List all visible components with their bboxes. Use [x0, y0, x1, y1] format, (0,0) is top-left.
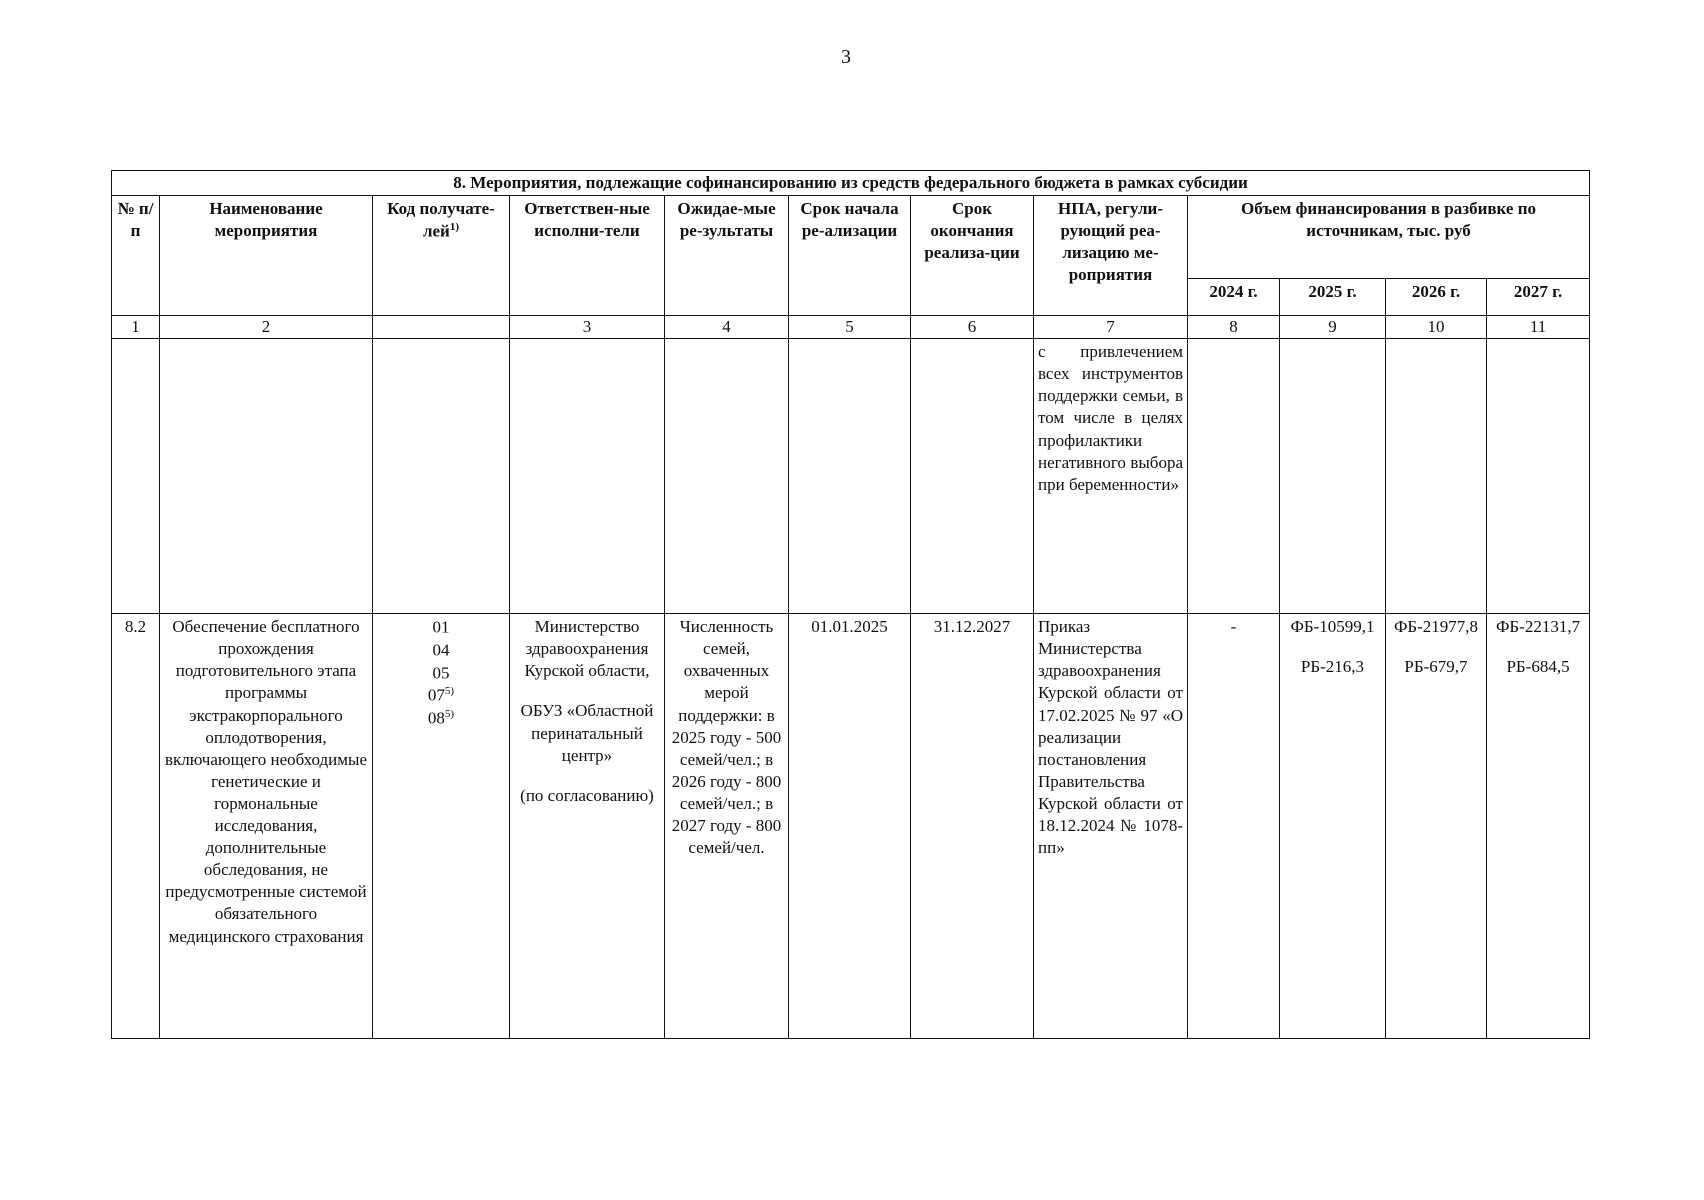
- finance-2024: -: [1188, 614, 1280, 1039]
- column-number: 6: [911, 316, 1034, 339]
- start-date: 01.01.2025: [789, 614, 911, 1039]
- continuation-row: [112, 339, 1590, 614]
- column-number: 8: [1188, 316, 1280, 339]
- header-npa: НПА, регули-рующий реа-лизацию ме-роприятия: [1034, 196, 1188, 316]
- finance-2025-rb: РБ-216,3: [1300, 657, 1365, 677]
- column-number: 9: [1280, 316, 1386, 339]
- recipient-code: 04: [432, 640, 450, 660]
- continuation-npa-text: с привлечением всех инструментов поддержки семьи, в том числе в целях профилактики негативного выбора при беременности»: [1034, 339, 1188, 614]
- recipient-code: 08$^{5)}$: [427, 708, 455, 728]
- finance-2026: [1386, 614, 1487, 1039]
- finance-2026-rb: РБ-679,7: [1404, 657, 1468, 677]
- row-number: 8.2: [112, 614, 160, 1039]
- column-number: [373, 316, 510, 339]
- expected-results: Численность семей, охваченных мерой поддержки: в 2025 году - 500 семей/чел.; в 2026 году - 800 семей/чел.; в 2027 году - 800 семей/чел.: [665, 614, 789, 1039]
- finance-2025-fb: ФБ-10599,1: [1290, 617, 1375, 637]
- column-number: 3: [510, 316, 665, 339]
- financing-table: [111, 170, 1590, 1039]
- finance-2025: [1280, 614, 1386, 1039]
- recipient-code: 07$^{5)}$: [427, 685, 455, 706]
- header-year-2026: 2026 г.: [1386, 279, 1487, 316]
- header-end: Срок окончания реализа-ции: [911, 196, 1034, 316]
- header-start: Срок начала ре-ализации: [789, 196, 911, 316]
- header-responsible: Ответствен-ные исполни-тели: [510, 196, 665, 316]
- responsible-note: (по согласованию): [520, 785, 654, 805]
- finance-2027-rb: РБ-684,5: [1506, 657, 1570, 677]
- header-results: Ожидае-мые ре-зультаты: [665, 196, 789, 316]
- table-row-8-2: [112, 614, 1590, 1039]
- header-name: Наименование мероприятия: [160, 196, 373, 316]
- column-number: 2: [160, 316, 373, 339]
- column-number: 10: [1386, 316, 1487, 339]
- section-title: 8. Мероприятия, подлежащие софинансированию из средств федерального бюджета в рамках субсидии: [112, 171, 1590, 196]
- responsible-ministry: Министерство здравоохранения Курской области,: [524, 617, 650, 681]
- header-year-2024: 2024 г.: [1188, 279, 1280, 316]
- column-number: 1: [112, 316, 160, 339]
- end-date: 31.12.2027: [911, 614, 1034, 1039]
- header-finance: Объем финансирования в разбивке по источникам, тыс. руб: [1188, 196, 1590, 279]
- responsible-executors: [510, 614, 665, 1039]
- header-num: № п/п: [112, 196, 160, 316]
- finance-2027: [1487, 614, 1590, 1039]
- column-number: 7: [1034, 316, 1188, 339]
- recipient-code: 01: [432, 617, 450, 637]
- activity-name: Обеспечение бесплатного прохождения подготовительного этапа программы экстракорпорального оплодотворения, включающего необходимые генетические и гормональные исследования, дополнительные обследования, не предусмотренные системой обязательного медицинского страхования: [160, 614, 373, 1039]
- responsible-center: ОБУЗ «Областной перинатальный центр»: [520, 701, 654, 765]
- header-year-2025: 2025 г.: [1280, 279, 1386, 316]
- recipient-code: 05: [432, 663, 450, 683]
- column-number-row: [112, 316, 1590, 339]
- header-code: Код получате-лей$^{1)}$: [373, 196, 510, 316]
- finance-2026-fb: ФБ-21977,8: [1393, 617, 1479, 637]
- recipient-codes: [373, 614, 510, 1039]
- column-number: 11: [1487, 316, 1590, 339]
- column-number: 4: [665, 316, 789, 339]
- finance-2027-fb: ФБ-22131,7: [1495, 617, 1581, 637]
- header-year-2027: 2027 г.: [1487, 279, 1590, 316]
- npa-text: Приказ Министерства здравоохранения Курской области от 17.02.2025 № 97 «О реализации постановления Правительства Курской области от 18.12.2024 № 1078-пп»: [1034, 614, 1188, 1039]
- page-number: 3: [841, 46, 851, 68]
- column-number: 5: [789, 316, 911, 339]
